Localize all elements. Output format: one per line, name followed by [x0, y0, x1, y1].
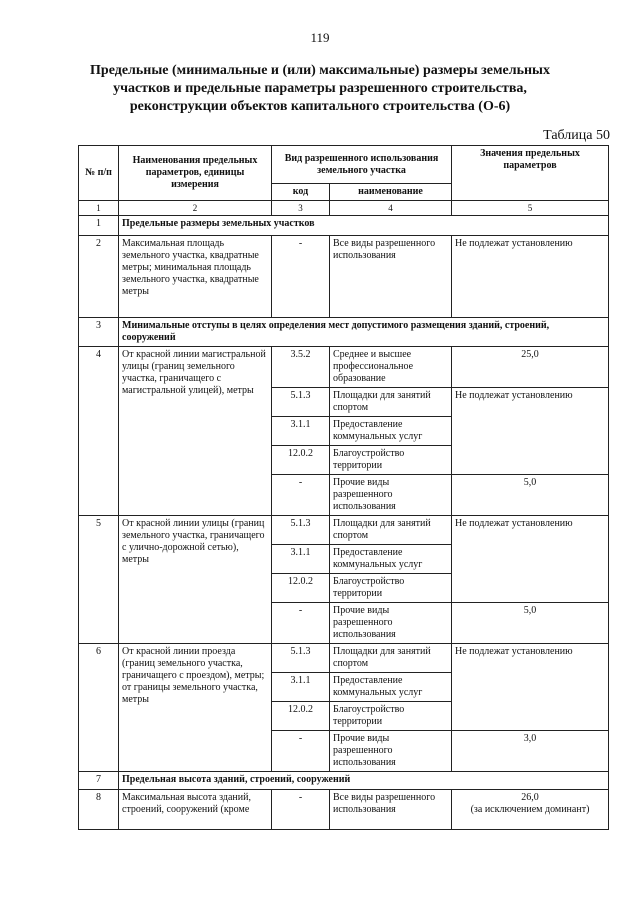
use-name: Площадки для занятий спортом — [330, 388, 452, 417]
section-row — [79, 772, 609, 790]
use-code: 12.0.2 — [272, 446, 330, 475]
title-line-2: участков и предельные параметры разрешенного строительства, — [113, 81, 527, 96]
section-number: 1 — [79, 216, 119, 236]
row-number: 6 — [79, 644, 119, 772]
use-name: Площадки для занятий спортом — [330, 644, 452, 673]
use-code: 3.1.1 — [272, 673, 330, 702]
header-row — [79, 146, 609, 184]
table-row — [79, 347, 609, 388]
use-code: 3.1.1 — [272, 417, 330, 446]
header-num: № п/п — [79, 146, 119, 201]
header-values: Значения предельных параметров — [452, 146, 609, 201]
row-number: 4 — [79, 347, 119, 516]
use-code: - — [272, 236, 330, 318]
row-number: 5 — [79, 516, 119, 644]
parameters-table — [78, 145, 609, 830]
parameter-value: Не подлежат установлению — [452, 644, 609, 731]
column-numbers-row — [79, 201, 609, 216]
row-number: 2 — [79, 236, 119, 318]
col-number: 3 — [272, 201, 330, 216]
use-code: - — [272, 790, 330, 830]
use-name: Благоустройство территории — [330, 446, 452, 475]
use-name: Площадки для занятий спортом — [330, 516, 452, 545]
header-name: Наименования предельных параметров, единицы измерения — [119, 146, 272, 201]
section-number: 3 — [79, 318, 119, 347]
parameter-value: Не подлежат установлению — [452, 516, 609, 603]
use-name: Все виды разрешенного использования — [330, 790, 452, 830]
parameter-value: 25,0 — [452, 347, 609, 388]
use-code: 3.5.2 — [272, 347, 330, 388]
use-code: 12.0.2 — [272, 574, 330, 603]
col-number: 2 — [119, 201, 272, 216]
header-use-type: Вид разрешенного использования земельного участка — [272, 146, 452, 184]
parameter-name: Максимальная площадь земельного участка, квадратные метры; минимальная площадь земельного участка, квадратные метры — [119, 236, 272, 318]
page-number: 119 — [310, 30, 330, 45]
col-number: 5 — [452, 201, 609, 216]
title-line-3: реконструкции объектов капитального строительства (О-6) — [129, 99, 511, 114]
section-row — [79, 216, 609, 236]
parameter-name: От красной линии улицы (границ земельного участка, граничащего с улично-дорожной сетью), метры — [119, 516, 272, 644]
use-name: Прочие виды разрешенного использования — [330, 731, 452, 772]
use-name: Среднее и высшее профессиональное образование — [330, 347, 452, 388]
use-code: 5.1.3 — [272, 516, 330, 545]
use-code: - — [272, 603, 330, 644]
col-number: 1 — [79, 201, 119, 216]
section-title: Предельные размеры земельных участков — [119, 216, 609, 236]
parameter-name: Максимальная высота зданий, строений, сооружений (кроме — [119, 790, 272, 830]
parameter-name: От красной линии магистральной улицы (границ земельного участка, граничащего с магистральной улицей), метры — [119, 347, 272, 516]
section-title: Минимальные отступы в целях определения мест допустимого размещения зданий, строений, сооружений — [119, 318, 609, 347]
use-code: 3.1.1 — [272, 545, 330, 574]
use-code: 5.1.3 — [272, 388, 330, 417]
parameter-value: 5,0 — [452, 603, 609, 644]
parameter-value: Не подлежат установлению — [452, 388, 609, 475]
header-code: код — [272, 184, 330, 201]
title-line-1: Предельные (минимальные и (или) максимальные) размеры земельных — [90, 63, 550, 78]
height-value-note: (за исключением доминант) — [470, 804, 590, 815]
use-name: Предоставление коммунальных услуг — [330, 417, 452, 446]
use-name: Все виды разрешенного использования — [330, 236, 452, 318]
section-number: 7 — [79, 772, 119, 790]
section-row — [79, 318, 609, 347]
parameter-value: Не подлежат установлению — [452, 236, 609, 318]
table-row — [79, 516, 609, 545]
use-name: Благоустройство территории — [330, 574, 452, 603]
col-number: 4 — [330, 201, 452, 216]
use-name: Предоставление коммунальных услуг — [330, 545, 452, 574]
table-row — [79, 644, 609, 673]
use-code: 5.1.3 — [272, 644, 330, 673]
parameter-name: От красной линии проезда (границ земельного участка, граничащего с проездом), метры; от границы земельного участка, метры — [119, 644, 272, 772]
parameter-value: 5,0 — [452, 475, 609, 516]
table-row — [79, 236, 609, 318]
table-row — [79, 790, 609, 830]
table-caption: Таблица 50 — [543, 128, 610, 143]
use-code: - — [272, 475, 330, 516]
header-use-name: наименование — [330, 184, 452, 201]
use-name: Благоустройство территории — [330, 702, 452, 731]
parameter-value — [452, 790, 609, 830]
use-name: Прочие виды разрешенного использования — [330, 603, 452, 644]
document-title — [70, 62, 570, 116]
section-title: Предельная высота зданий, строений, сооружений — [119, 772, 609, 790]
use-name: Прочие виды разрешенного использования — [330, 475, 452, 516]
use-code: 12.0.2 — [272, 702, 330, 731]
row-number: 8 — [79, 790, 119, 830]
use-name: Предоставление коммунальных услуг — [330, 673, 452, 702]
height-value: 26,0 — [521, 792, 539, 803]
parameter-value: 3,0 — [452, 731, 609, 772]
use-code: - — [272, 731, 330, 772]
